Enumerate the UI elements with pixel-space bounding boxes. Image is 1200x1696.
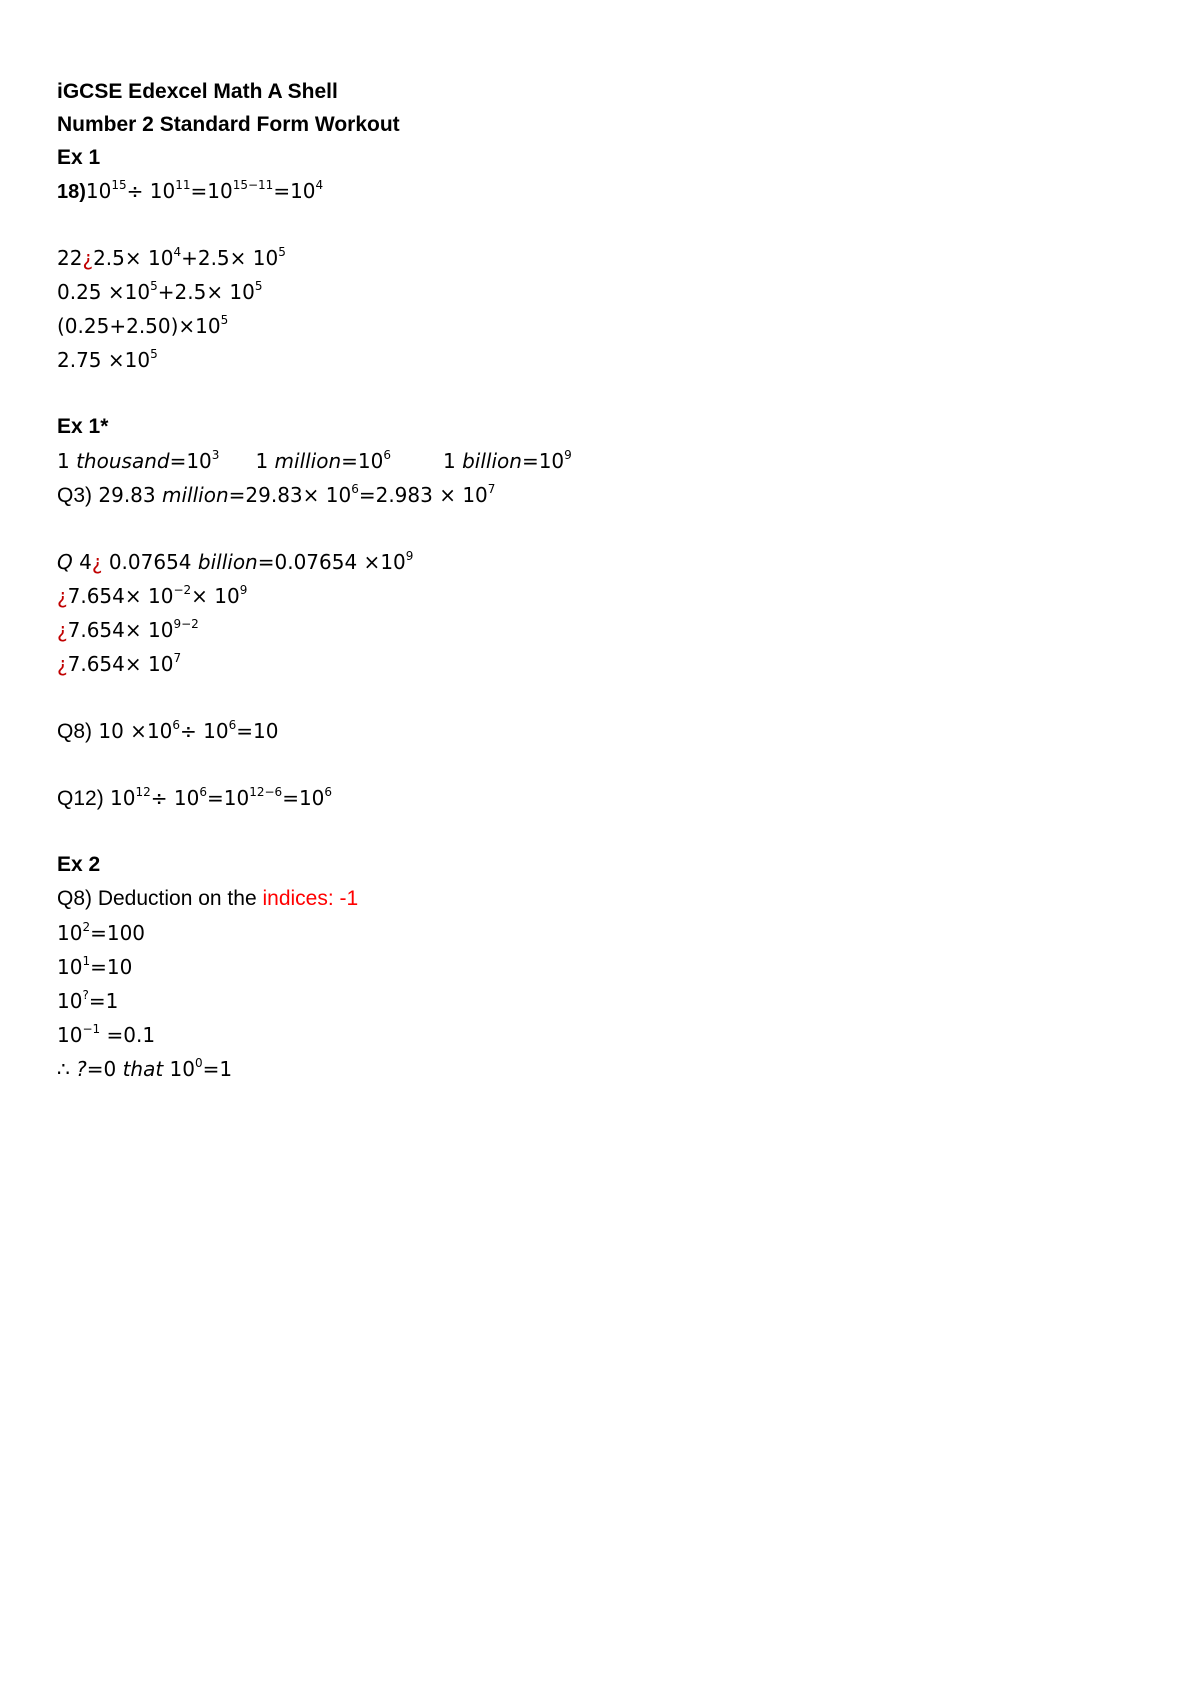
math-exponent: 11 xyxy=(175,178,191,192)
ex1-star-q4-line1 xyxy=(57,545,413,579)
math-term: =100 xyxy=(90,921,146,945)
math-exponent: 6 xyxy=(172,718,181,732)
math-term: 0.25 ×10 xyxy=(57,280,151,304)
math-exponent: −1 xyxy=(82,1022,101,1036)
math-term: =10 xyxy=(190,179,233,203)
math-glyph: ¿ xyxy=(57,652,68,676)
math-term: =1 xyxy=(202,1057,233,1081)
math-exponent: 9−2 xyxy=(173,617,199,631)
math-exponent: 9 xyxy=(564,448,572,462)
ex1-star-units-line xyxy=(57,444,572,478)
math-term: =10 xyxy=(90,955,133,979)
math-term: 7.654× 10 xyxy=(67,618,174,642)
math-exponent: 6 xyxy=(199,785,207,799)
ex1-q22-line2 xyxy=(57,275,263,309)
math-term: =0.07654 ×10 xyxy=(257,550,406,574)
math-term: =10 xyxy=(282,786,325,810)
section-heading-ex1-star: Ex 1* xyxy=(57,415,109,438)
math-term: 2.75 ×10 xyxy=(57,348,151,372)
ex2-q8-line xyxy=(57,882,358,916)
math-term: 10 xyxy=(57,955,83,979)
ex1-star-q4-line4 xyxy=(57,647,181,681)
math-exponent: 3 xyxy=(211,448,220,462)
ex1-q22-line3 xyxy=(57,309,228,343)
math-term: =0 xyxy=(86,1057,123,1081)
math-exponent: 15−11 xyxy=(232,178,274,192)
math-term: 29.83 xyxy=(98,483,162,507)
math-word: thousand xyxy=(76,449,170,473)
math-exponent: ? xyxy=(82,988,89,1002)
ex2-q8-label: Q8) Deduction on the xyxy=(57,887,263,910)
math-glyph: ¿ xyxy=(91,550,103,574)
document-title: iGCSE Edexcel Math A Shell xyxy=(57,80,338,103)
math-exponent: 2 xyxy=(82,920,91,934)
math-exponent: 1 xyxy=(82,954,91,968)
math-term: 10 ×10 xyxy=(98,719,173,743)
math-exponent: 5 xyxy=(278,245,286,259)
math-word: million xyxy=(162,483,229,507)
math-exponent: 5 xyxy=(220,313,229,327)
math-term: =29.83× 10 xyxy=(228,483,352,507)
ex2-row-4 xyxy=(57,1018,155,1052)
math-term: 10 xyxy=(163,1057,195,1081)
math-term: =10 xyxy=(341,449,384,473)
math-term: 1 xyxy=(255,449,275,473)
math-term: 0.07654 xyxy=(102,550,198,574)
therefore-symbol: ∴ xyxy=(57,1057,77,1081)
ex2-row-1 xyxy=(57,916,145,950)
math-exponent: 0 xyxy=(195,1056,203,1070)
section-heading-ex2: Ex 2 xyxy=(57,853,101,876)
math-term: ? xyxy=(76,1057,87,1081)
math-term: =0.1 xyxy=(100,1023,156,1047)
ex1-q18-label: 18) xyxy=(57,181,86,203)
math-exponent: 12−6 xyxy=(249,785,283,799)
math-term: 10 xyxy=(57,1023,83,1047)
math-exponent: 15 xyxy=(111,178,127,192)
math-term: Q xyxy=(57,550,73,574)
math-exponent: 12 xyxy=(135,785,151,799)
ex1-q22-line1 xyxy=(57,241,286,275)
math-word: that xyxy=(122,1057,164,1081)
math-exponent: 7 xyxy=(487,482,496,496)
math-exponent: 5 xyxy=(150,279,158,293)
math-exponent: 4 xyxy=(315,178,324,192)
math-term: =10 xyxy=(169,449,212,473)
math-word: billion xyxy=(197,550,258,574)
math-term: ÷ 10 xyxy=(180,719,229,743)
math-term: +2.5× 10 xyxy=(157,280,255,304)
math-term: =10 xyxy=(273,179,316,203)
ex2-q8-highlight: indices: -1 xyxy=(262,887,359,910)
ex2-row-3 xyxy=(57,984,118,1018)
math-term: =1 xyxy=(88,989,119,1013)
math-exponent: 4 xyxy=(173,245,182,259)
math-term: 2.5× 10 xyxy=(93,246,174,270)
ex1-star-q12-line xyxy=(57,781,332,815)
math-term: ÷ 10 xyxy=(126,179,176,203)
math-exponent: 6 xyxy=(324,785,333,799)
math-term: 22 xyxy=(57,246,83,270)
math-term: 4 xyxy=(72,550,92,574)
math-term: 10 xyxy=(57,989,83,1013)
math-word: million xyxy=(274,449,342,473)
math-glyph: ¿ xyxy=(57,618,68,642)
math-exponent: 9 xyxy=(239,583,248,597)
math-exponent: 7 xyxy=(173,651,182,665)
ex1-star-q4-line3 xyxy=(57,613,199,647)
math-exponent: 6 xyxy=(383,448,392,462)
math-term: =2.983 × 10 xyxy=(358,483,488,507)
document-subtitle: Number 2 Standard Form Workout xyxy=(57,113,400,136)
ex1-star-q4-line2 xyxy=(57,579,247,613)
math-term: 1 xyxy=(443,449,463,473)
math-term: =10 xyxy=(207,786,250,810)
section-heading-ex1: Ex 1 xyxy=(57,146,101,169)
math-term: +2.5× 10 xyxy=(181,246,279,270)
ex1-q18-line xyxy=(57,174,323,208)
ex1-star-q3-line xyxy=(57,478,495,512)
ex1-star-q8-label: Q8) xyxy=(57,720,93,743)
math-exponent: 6 xyxy=(228,718,237,732)
math-exponent: 5 xyxy=(254,279,263,293)
math-term: 10 xyxy=(57,921,83,945)
math-exponent: 9 xyxy=(405,549,414,563)
math-term: 7.654× 10 xyxy=(67,584,174,608)
math-glyph: ¿ xyxy=(82,246,94,270)
math-exponent: 5 xyxy=(150,347,158,361)
math-term: 10 xyxy=(85,179,112,203)
ex1-star-q12-label: Q12) xyxy=(57,787,104,810)
math-exponent: −2 xyxy=(173,583,192,597)
math-term: (0.25+2.50)×10 xyxy=(57,314,221,338)
math-term: 1 xyxy=(57,449,77,473)
math-term: × 10 xyxy=(191,584,240,608)
ex1-star-q8-line xyxy=(57,714,278,748)
ex2-conclusion xyxy=(57,1052,232,1086)
math-exponent: 6 xyxy=(351,482,359,496)
math-term: =10 xyxy=(521,449,565,473)
math-word: billion xyxy=(462,449,522,473)
ex1-star-q3-label: Q3) xyxy=(57,484,93,507)
math-term: 10 xyxy=(110,786,136,810)
math-term: =10 xyxy=(236,719,279,743)
ex2-row-2 xyxy=(57,950,132,984)
math-term: 7.654× 10 xyxy=(67,652,174,676)
math-glyph: ¿ xyxy=(57,584,68,608)
math-term: ÷ 10 xyxy=(150,786,200,810)
ex1-q22-line4 xyxy=(57,343,158,377)
